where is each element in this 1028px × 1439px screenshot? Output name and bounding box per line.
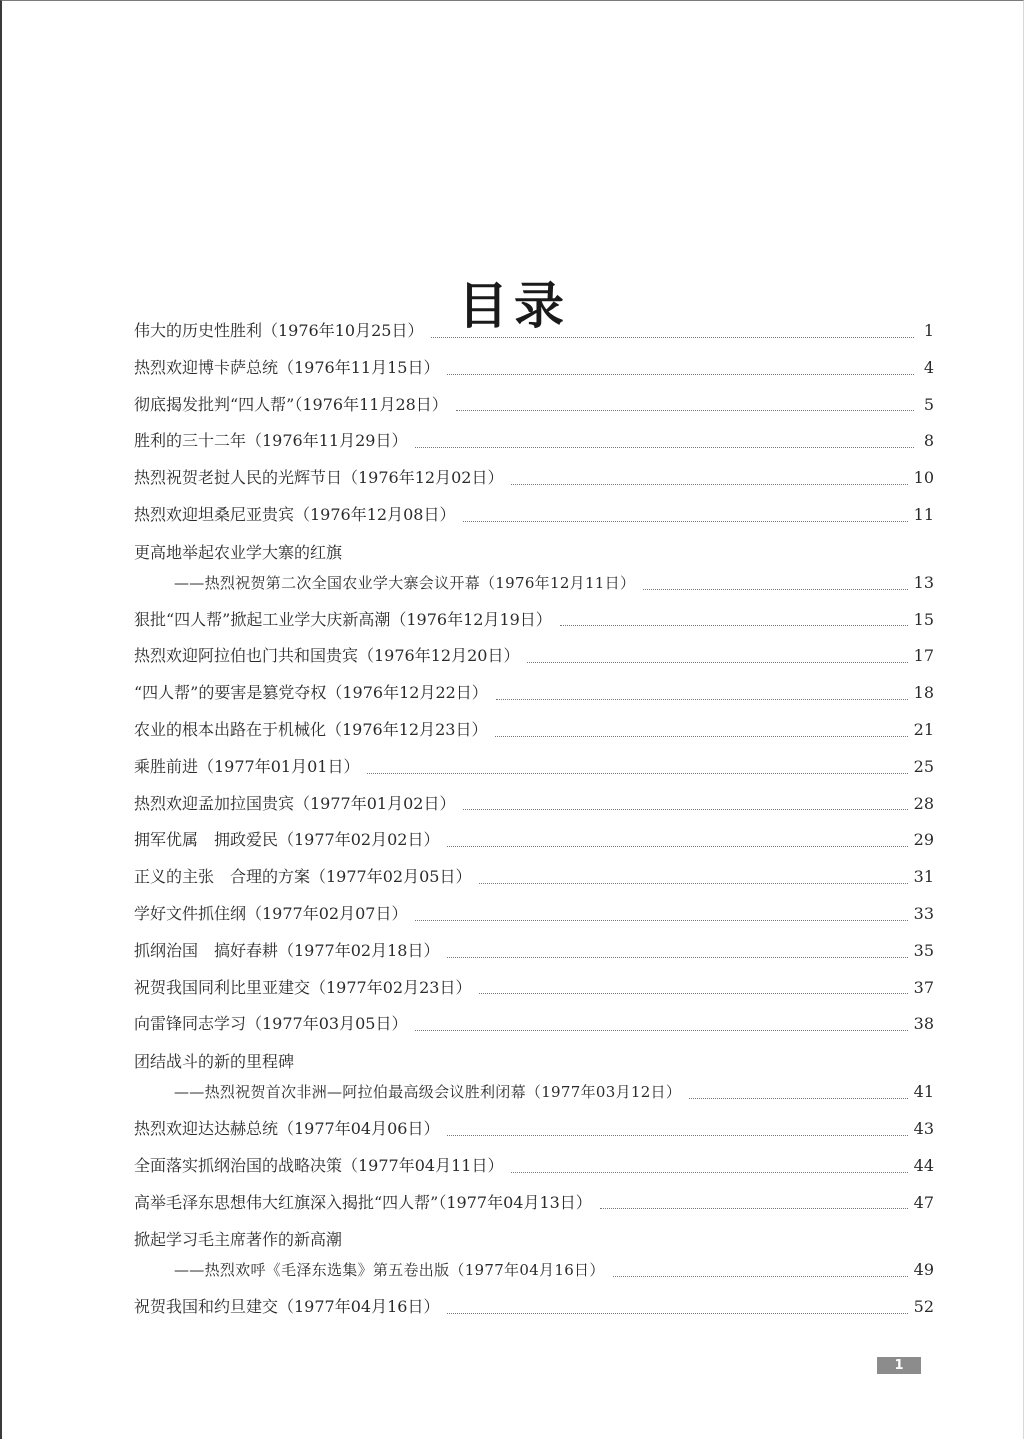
toc-entry-title: 学好文件抓住纲（1977年02月07日） — [134, 903, 408, 923]
toc-entry-line — [134, 1006, 934, 1043]
toc-entry-line — [134, 350, 934, 387]
dot-leader — [415, 920, 907, 921]
toc-entry-title: 农业的根本出路在于机械化（1976年12月23日） — [134, 719, 488, 739]
toc-entry-page: 13 — [913, 572, 934, 592]
toc-entry-title: 热烈欢迎阿拉伯也门共和国贵宾（1976年12月20日） — [134, 646, 520, 666]
toc-entry[interactable] — [134, 859, 934, 896]
dot-leader — [447, 374, 914, 375]
toc-entry-page: 8 — [923, 431, 934, 451]
toc-entry-page: 37 — [913, 977, 934, 997]
dot-leader — [495, 736, 907, 737]
toc-entry[interactable] — [134, 602, 934, 639]
toc-entry-line — [134, 859, 934, 896]
toc-entry-line — [134, 896, 934, 933]
toc-entry-page: 29 — [913, 830, 934, 850]
toc-entry-page: 35 — [913, 940, 934, 960]
toc-entry-title: 乘胜前进（1977年01月01日） — [134, 756, 360, 776]
toc-entry-subtitle: ——热烈祝贺首次非洲—阿拉伯最高级会议胜利闭幕（1977年03月12日） — [174, 1083, 682, 1102]
toc-entry-page: 4 — [923, 357, 934, 377]
dot-leader — [447, 846, 907, 847]
dot-leader — [447, 1135, 907, 1136]
dot-leader — [447, 1313, 907, 1314]
toc-entry-line — [134, 460, 934, 497]
toc-entry[interactable] — [134, 1221, 934, 1289]
dot-leader — [479, 993, 907, 994]
dot-leader — [463, 809, 907, 810]
toc-entry[interactable] — [134, 675, 934, 712]
toc-entry-line — [134, 786, 934, 823]
toc-entry[interactable] — [134, 423, 934, 460]
toc-entry-page: 33 — [913, 903, 934, 923]
toc-entry-line — [134, 675, 934, 712]
toc-entry[interactable] — [134, 1006, 934, 1043]
toc-entry-page: 1 — [923, 321, 934, 340]
toc-entry-heading: 更高地举起农业学大寨的红旗 — [134, 542, 343, 562]
toc-entry-page: 41 — [913, 1082, 934, 1102]
toc-entry-line — [134, 1185, 934, 1222]
toc-entry-title: 热烈欢迎坦桑尼亚贵宾（1976年12月08日） — [134, 504, 456, 524]
toc-entry-page: 38 — [913, 1014, 934, 1034]
toc-entry-page: 25 — [913, 756, 934, 776]
toc-entry-page: 11 — [913, 504, 934, 524]
dot-leader — [511, 1172, 907, 1173]
toc-entry[interactable] — [134, 1043, 934, 1111]
toc-entry-line — [134, 497, 934, 534]
toc-entry-page: 5 — [923, 394, 934, 414]
toc-entry-page: 15 — [913, 609, 934, 629]
toc-entry-line — [134, 1148, 934, 1185]
toc-entry-title: 祝贺我国同利比里亚建交（1977年02月23日） — [134, 977, 472, 997]
dot-leader — [689, 1098, 907, 1099]
toc-entry[interactable] — [134, 822, 934, 859]
dot-leader — [415, 1030, 907, 1031]
toc-entry[interactable] — [134, 786, 934, 823]
dot-leader — [600, 1208, 908, 1209]
toc-entry-title: 热烈欢迎孟加拉国贵宾（1977年01月02日） — [134, 793, 456, 813]
toc-entry-title: 热烈祝贺老挝人民的光辉节日（1976年12月02日） — [134, 468, 504, 488]
toc-entry-line — [134, 822, 934, 859]
toc-entry-page: 18 — [913, 683, 934, 703]
toc-entry-line — [134, 1252, 934, 1289]
dot-leader — [456, 410, 914, 411]
toc-entry-title: 祝贺我国和约旦建交（1977年04月16日） — [134, 1297, 440, 1317]
page-number: 1 — [877, 1357, 921, 1374]
dot-leader — [463, 521, 907, 522]
toc-entry-line — [134, 749, 934, 786]
dot-leader — [367, 773, 907, 774]
toc-entry-page: 47 — [913, 1192, 934, 1212]
toc-entry[interactable] — [134, 350, 934, 387]
dot-leader — [527, 662, 907, 663]
toc-entry-heading: 团结战斗的新的里程碑 — [134, 1052, 295, 1072]
toc-entry-page: 43 — [913, 1118, 934, 1138]
toc-entry-heading: 掀起学习毛主席著作的新高潮 — [134, 1230, 343, 1250]
toc-entry-line — [134, 1111, 934, 1148]
toc-entry[interactable] — [134, 1111, 934, 1148]
toc-entry-title: 狠批“四人帮”掀起工业学大庆新高潮（1976年12月19日） — [134, 609, 552, 629]
toc-entry-title: 胜利的三十二年（1976年11月29日） — [134, 431, 408, 451]
toc-entry-line — [134, 712, 934, 749]
toc-entry[interactable] — [134, 638, 934, 675]
toc-entry[interactable] — [134, 933, 934, 970]
dot-leader — [431, 337, 914, 338]
toc-entry-title: 正义的主张 合理的方案（1977年02月05日） — [134, 867, 472, 887]
table-of-contents — [134, 313, 934, 1326]
toc-entry-title: “四人帮”的要害是篡党夺权（1976年12月22日） — [134, 683, 488, 703]
toc-entry-page: 21 — [913, 719, 934, 739]
toc-entry[interactable] — [134, 534, 934, 602]
toc-entry-page: 31 — [913, 867, 934, 887]
toc-entry-line — [134, 423, 934, 460]
toc-entry-page: 44 — [913, 1155, 934, 1175]
toc-entry-title: 拥军优属 拥政爱民（1977年02月02日） — [134, 830, 440, 850]
toc-entry[interactable] — [134, 313, 934, 350]
dot-leader — [447, 957, 907, 958]
dot-leader — [415, 447, 914, 448]
toc-entry[interactable] — [134, 712, 934, 749]
toc-entry-line — [134, 565, 934, 602]
toc-entry-title: 热烈欢迎博卡萨总统（1976年11月15日） — [134, 357, 440, 377]
toc-entry-page: 28 — [913, 793, 934, 813]
toc-entry[interactable] — [134, 497, 934, 534]
toc-entry[interactable] — [134, 896, 934, 933]
toc-entry[interactable] — [134, 1148, 934, 1185]
toc-entry-line — [134, 638, 934, 675]
dot-leader — [479, 883, 907, 884]
toc-entry-line — [134, 387, 934, 424]
toc-entry-line — [134, 1289, 934, 1326]
dot-leader — [560, 625, 908, 626]
dot-leader — [496, 699, 908, 700]
toc-entry-line — [134, 1074, 934, 1111]
toc-entry-subtitle: ——热烈欢呼《毛泽东选集》第五卷出版（1977年04月16日） — [174, 1261, 605, 1280]
dot-leader — [511, 484, 907, 485]
toc-entry-line — [134, 970, 934, 1007]
toc-entry[interactable] — [134, 387, 934, 424]
toc-entry-page: 49 — [913, 1260, 934, 1280]
toc-entry-line — [134, 602, 934, 639]
toc-entry-title: 高举毛泽东思想伟大红旗深入揭批“四人帮”（1977年04月13日） — [134, 1192, 592, 1212]
toc-entry-page: 52 — [913, 1297, 934, 1317]
toc-entry-title: 向雷锋同志学习（1977年03月05日） — [134, 1014, 408, 1034]
toc-entry[interactable] — [134, 970, 934, 1007]
toc-entry[interactable] — [134, 749, 934, 786]
toc-entry-line — [134, 313, 934, 350]
toc-entry-title: 伟大的历史性胜利（1976年10月25日） — [134, 321, 424, 340]
toc-entry-title: 全面落实抓纲治国的战略决策（1977年04月11日） — [134, 1155, 504, 1175]
toc-entry-page: 17 — [913, 646, 934, 666]
toc-entry[interactable] — [134, 1289, 934, 1326]
toc-entry[interactable] — [134, 1185, 934, 1222]
dot-leader — [643, 589, 907, 590]
toc-entry-subtitle: ——热烈祝贺第二次全国农业学大寨会议开幕（1976年12月11日） — [174, 573, 636, 592]
dot-leader — [613, 1276, 908, 1277]
toc-entry-page: 10 — [913, 468, 934, 488]
toc-entry[interactable] — [134, 460, 934, 497]
page-title: 目录 — [458, 276, 570, 335]
toc-entry-title: 热烈欢迎达达赫总统（1977年04月06日） — [134, 1118, 440, 1138]
toc-entry-line — [134, 933, 934, 970]
toc-entry-title: 抓纲治国 搞好春耕（1977年02月18日） — [134, 940, 440, 960]
toc-entry-title: 彻底揭发批判“四人帮”（1976年11月28日） — [134, 394, 448, 414]
